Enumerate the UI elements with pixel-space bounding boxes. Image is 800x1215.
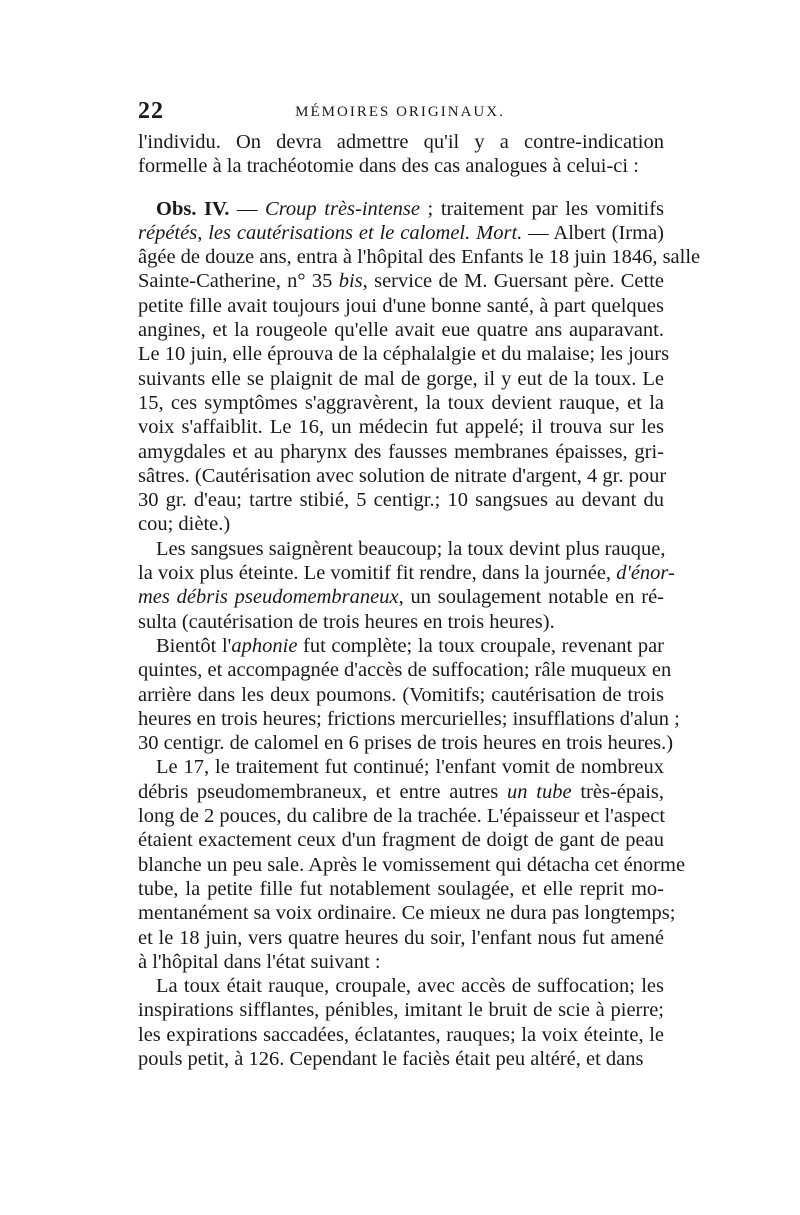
text-line: quintes, et accompagnée d'accès de suffocation; râle muqueux en bbox=[138, 659, 672, 682]
text-line: La toux était rauque, croupale, avec accès de suffocation; les bbox=[156, 975, 664, 998]
text-line: angines, et la rougeole qu'elle avait eue quatre ans auparavant. bbox=[138, 319, 664, 342]
text-line: blanche un peu sale. Après le vomissement qui détacha cet énorme bbox=[138, 853, 686, 876]
italic-run: d'énor- bbox=[616, 562, 675, 585]
paragraph bbox=[138, 974, 664, 1071]
text-line: sulta (cautérisation de trois heures en trois heures). bbox=[138, 610, 555, 633]
italic-run: Croup très-intense bbox=[265, 197, 420, 220]
text-line: Le 10 juin, elle éprouva de la céphalalgie et du malaise; les jours bbox=[138, 343, 670, 366]
text-run: très-épais, bbox=[571, 780, 665, 803]
observation-label: Obs. IV. bbox=[156, 197, 230, 220]
italic-run: un tube bbox=[506, 780, 572, 803]
body-text bbox=[138, 130, 701, 1071]
text-run: Bientôt l' bbox=[156, 634, 232, 657]
dash: — bbox=[229, 197, 266, 220]
text-line: âgée de douze ans, entra à l'hôpital des Enfants le 18 juin 1846, salle bbox=[138, 246, 701, 269]
text-run: la voix plus éteinte. Le vomitif fit rendre, dans la journée, bbox=[138, 562, 617, 585]
text-line: suivants elle se plaignit de mal de gorge, il y eut de la toux. Le bbox=[138, 367, 664, 390]
text-run: — Albert (Irma) bbox=[522, 221, 664, 244]
paragraph bbox=[138, 130, 664, 179]
text-line: à l'hôpital dans l'état suivant : bbox=[138, 950, 381, 973]
text-line: tube, la petite fille fut notablement soulagée, et elle reprit mo- bbox=[138, 877, 664, 900]
text-line: 15, ces symptômes s'aggravèrent, la toux devient rauque, et la bbox=[138, 391, 664, 414]
text-line: formelle à la trachéotomie dans des cas analogues à celui-ci : bbox=[138, 155, 639, 178]
text-run: , service de M. Guersant père. Cette bbox=[362, 270, 665, 293]
text-line bbox=[138, 780, 664, 804]
text-line: étaient exactement ceux d'un fragment de doigt de gant de peau bbox=[138, 829, 664, 852]
text-line: inspirations sifflantes, pénibles, imitant le bruit de scie à pierre; bbox=[138, 999, 664, 1022]
text-line: petite fille avait toujours joui d'une bonne santé, à part quelques bbox=[138, 294, 664, 317]
text-line bbox=[138, 585, 664, 609]
page-number: 22 bbox=[138, 98, 164, 124]
text-run: Sainte-Catherine, n° 35 bbox=[138, 270, 339, 293]
italic-run: répétés, les cautérisations et le calomel. Mort. bbox=[138, 221, 523, 244]
text-line: pouls petit, à 126. Cependant le faciès était peu altéré, et dans bbox=[138, 1047, 644, 1070]
text-line bbox=[138, 197, 664, 221]
italic-run: mes débris pseudomembraneux bbox=[138, 586, 399, 609]
text-line bbox=[138, 561, 675, 585]
text-line: 30 gr. d'eau; tartre stibié, 5 centigr.; 10 sangsues au devant du bbox=[138, 489, 664, 512]
paragraph bbox=[138, 634, 680, 755]
text-line: Les sangsues saignèrent beaucoup; la toux devint plus rauque, bbox=[156, 537, 666, 560]
text-line bbox=[138, 269, 664, 293]
italic-run: aphonie bbox=[231, 634, 298, 657]
text-run: fut complète; la toux croupale, revenant par bbox=[297, 634, 665, 657]
paragraph bbox=[138, 537, 675, 634]
text-line: voix s'affaiblit. Le 16, un médecin fut appelé; il trouva sur les bbox=[138, 416, 664, 439]
text-line: cou; diète.) bbox=[138, 513, 231, 536]
text-line: les expirations saccadées, éclatantes, rauques; la voix éteinte, le bbox=[138, 1023, 664, 1046]
text-line: heures en trois heures; frictions mercurielles; insufflations d'alun ; bbox=[138, 707, 680, 730]
italic-run: bis bbox=[338, 270, 363, 293]
text-line: et le 18 juin, vers quatre heures du soir, l'enfant nous fut amené bbox=[138, 926, 664, 949]
text-line: sâtres. (Cautérisation avec solution de nitrate d'argent, 4 gr. pour bbox=[138, 464, 667, 487]
paragraph bbox=[138, 197, 701, 537]
text-line: mentanément sa voix ordinaire. Ce mieux ne dura pas longtemps; bbox=[138, 902, 676, 925]
text-run: débris pseudomembraneux, et entre autres bbox=[138, 780, 507, 803]
text-line: l'individu. On devra admettre qu'il y a contre-indication bbox=[138, 131, 664, 153]
page-header bbox=[138, 98, 662, 128]
text-line: amygdales et au pharynx des fausses membranes épaisses, gri- bbox=[138, 440, 664, 463]
paragraph-gap bbox=[138, 179, 664, 197]
text-line: 30 centigr. de calomel en 6 prises de trois heures en trois heures.) bbox=[138, 732, 674, 755]
text-run: ; traitement par les vomitifs bbox=[419, 197, 664, 220]
paragraph bbox=[138, 755, 686, 974]
text-run: , un soulagement notable en ré- bbox=[398, 586, 664, 609]
text-line: long de 2 pouces, du calibre de la trachée. L'épaisseur et l'aspect bbox=[138, 805, 666, 828]
text-line: arrière dans les deux poumons. (Vomitifs; cautérisation de trois bbox=[138, 683, 664, 706]
text-line bbox=[138, 634, 664, 658]
text-line: Le 17, le traitement fut continué; l'enfant vomit de nombreux bbox=[156, 756, 664, 779]
running-head: MÉMOIRES ORIGINAUX. bbox=[295, 104, 505, 120]
text-line bbox=[138, 221, 664, 245]
